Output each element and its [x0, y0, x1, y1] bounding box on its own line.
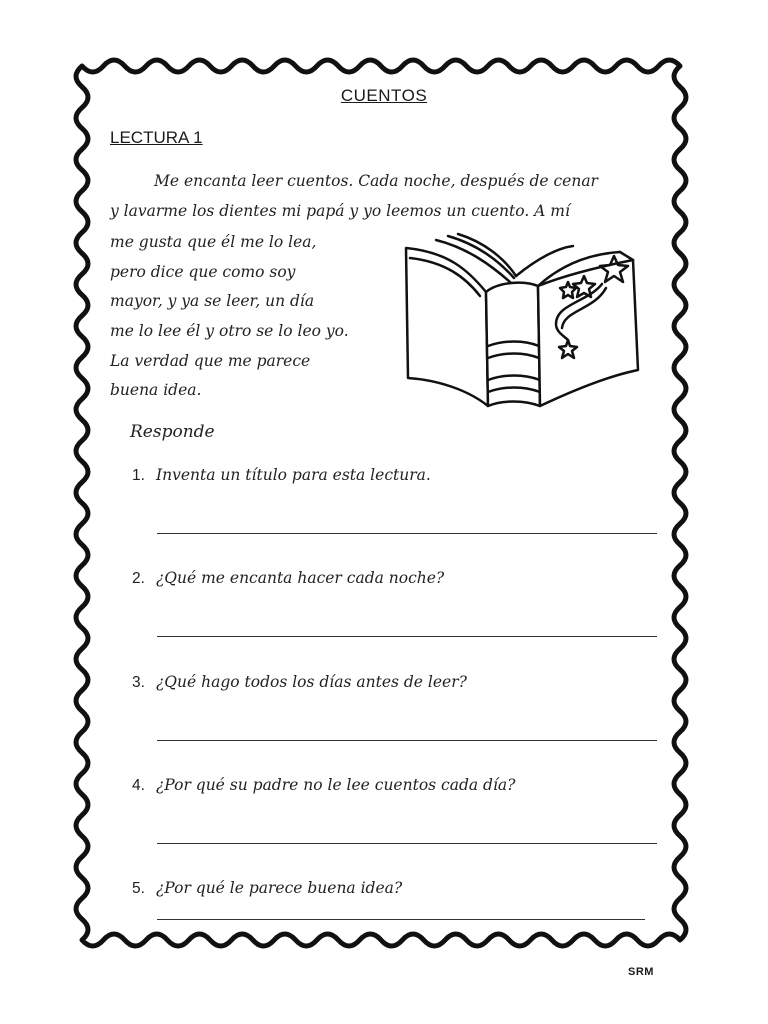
reading-line-6: me lo lee él y otro se lo leo yo. [110, 322, 349, 340]
question-number: 3. [132, 674, 145, 691]
answer-line-2[interactable] [157, 636, 657, 637]
question-text: Inventa un título para esta lectura. [156, 466, 431, 484]
reading-line-7: La verdad que me parece [110, 352, 311, 370]
answer-line-3[interactable] [157, 740, 657, 741]
reading-line-3: me gusta que él me lo lea, [110, 233, 317, 251]
question-number: 4. [132, 777, 145, 794]
question-1 [132, 466, 431, 485]
question-number: 5. [132, 880, 145, 897]
question-5 [132, 879, 402, 898]
question-text: ¿Qué me encanta hacer cada noche? [156, 569, 445, 587]
reading-line-8: buena idea. [110, 381, 202, 399]
answer-line-5[interactable] [157, 919, 645, 920]
question-text: ¿Por qué su padre no le lee cuentos cada día? [156, 776, 516, 794]
answer-line-1[interactable] [157, 533, 657, 534]
question-2 [132, 569, 444, 588]
answer-line-4[interactable] [157, 843, 657, 844]
question-number: 1. [132, 467, 145, 484]
responde-heading: Responde [130, 422, 215, 442]
reading-line-1: Me encanta leer cuentos. Cada noche, después de cenar [154, 172, 598, 190]
page-title: CUENTOS [340, 86, 428, 105]
question-number: 2. [132, 570, 145, 587]
question-4 [132, 776, 515, 795]
author-initials: SRM [628, 966, 654, 978]
reading-line-5: mayor, y ya se leer, un día [110, 292, 315, 310]
reading-line-2: y lavarme los dientes mi papá y yo leemos un cuento. A mí [110, 202, 570, 220]
reading-line-4: pero dice que como soy [110, 263, 296, 281]
question-text: ¿Por qué le parece buena idea? [156, 879, 403, 897]
section-heading: LECTURA 1 [110, 128, 203, 147]
question-3 [132, 673, 467, 692]
open-book-icon [388, 230, 648, 410]
question-text: ¿Qué hago todos los días antes de leer? [156, 673, 467, 691]
